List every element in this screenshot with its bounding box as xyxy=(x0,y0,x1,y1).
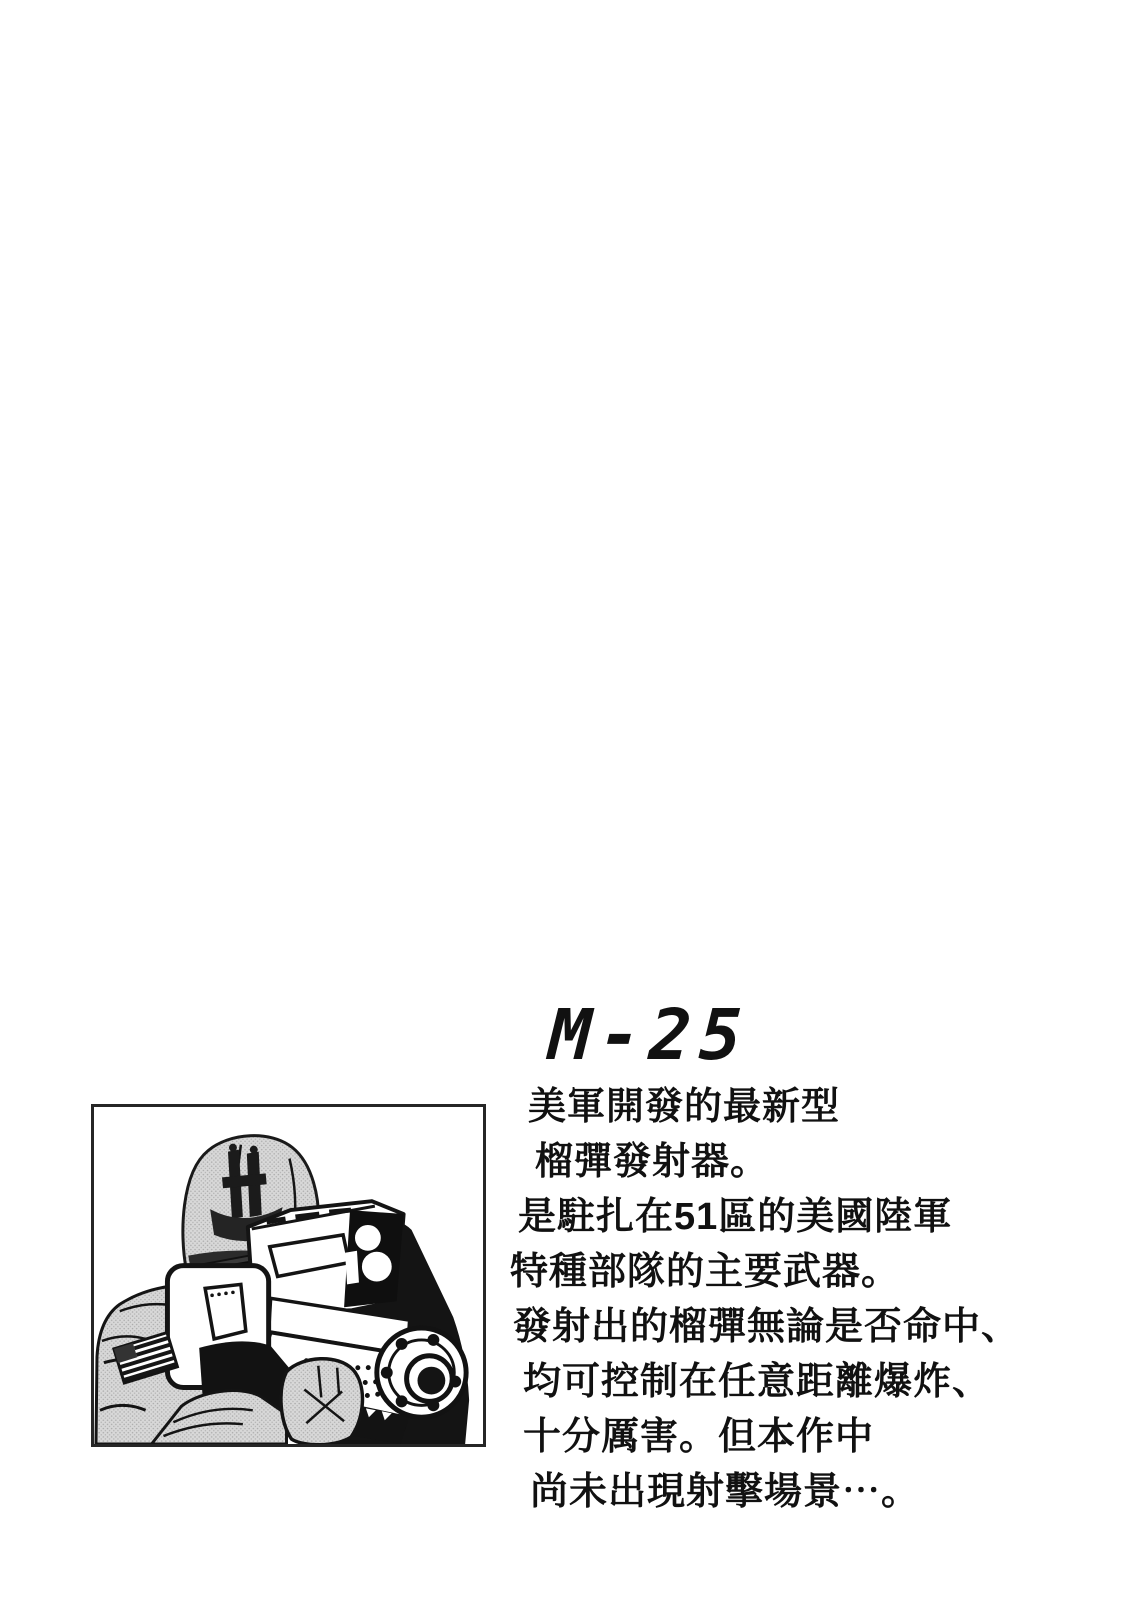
soldier-grenade-launcher-illustration xyxy=(94,1107,483,1444)
description-line: 美軍開發的最新型 xyxy=(528,1086,841,1128)
description-line: 均可控制在任意距離爆炸、 xyxy=(523,1361,992,1403)
description-line: 十分厲害。但本作中 xyxy=(523,1416,875,1458)
weapon-title: M-25 xyxy=(546,994,752,1076)
weapon-illustration-frame xyxy=(91,1104,486,1447)
weapon-description-block xyxy=(505,1080,1020,1520)
description-line: 是駐扎在51區的美國陸軍 xyxy=(518,1196,953,1238)
description-line: 發射出的榴彈無論是否命中、 xyxy=(513,1306,1021,1348)
description-line: 特種部隊的主要武器。 xyxy=(510,1251,901,1293)
description-line: 尚未出現射擊場景⋯。 xyxy=(530,1471,921,1513)
description-line: 榴彈發射器。 xyxy=(535,1141,770,1183)
